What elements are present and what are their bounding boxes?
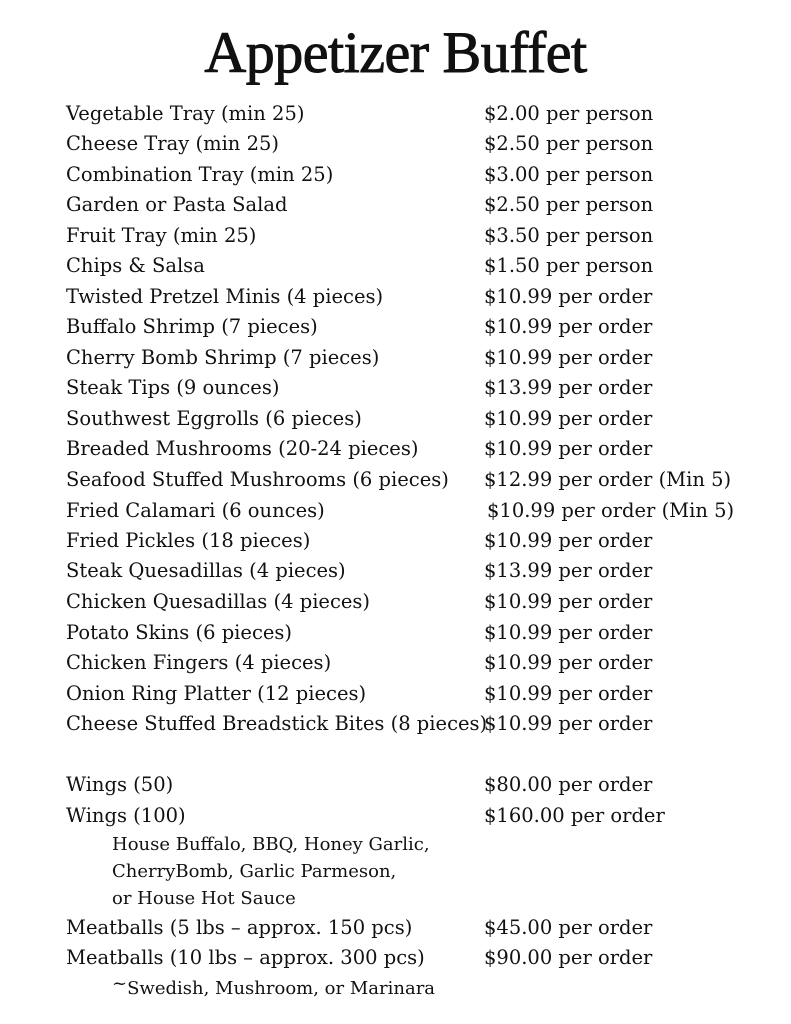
item-name: Seafood Stuffed Mushrooms (6 pieces) (66, 468, 449, 491)
item-name: Cheese Stuffed Breadstick Bites (8 pieces) (66, 712, 488, 735)
item-name: Fried Pickles (18 pieces) (66, 529, 311, 552)
item-price: $10.99 per order (484, 346, 653, 369)
menu-item (66, 587, 766, 617)
sauce-options: Swedish, Mushroom, or Marinara (127, 978, 436, 999)
item-price: $13.99 per order (484, 559, 653, 582)
item-price: $10.99 per order (484, 285, 653, 308)
item-name: Steak Tips (9 ounces) (66, 376, 280, 399)
item-price: $10.99 per order (484, 682, 653, 705)
menu-item (66, 251, 766, 281)
item-price: $10.99 per order (484, 590, 653, 613)
wing-flavors-line: CherryBomb, Garlic Parmeson, (112, 861, 397, 882)
item-price: $160.00 per order (484, 804, 665, 827)
item-price: $3.50 per person (484, 224, 654, 247)
item-price: $2.00 per person (484, 102, 654, 125)
item-price: $10.99 per order (Min 5) (487, 499, 735, 522)
wing-flavors-line: or House Hot Sauce (112, 888, 296, 909)
menu-item (66, 221, 766, 251)
menu-item (66, 556, 766, 586)
item-name: Cherry Bomb Shrimp (7 pieces) (66, 346, 380, 369)
item-price: $80.00 per order (484, 773, 653, 796)
menu-item-wings-100 (66, 801, 766, 831)
menu-item (66, 343, 766, 373)
item-price: $3.00 per person (484, 163, 654, 186)
item-name: Southwest Eggrolls (6 pieces) (66, 407, 362, 430)
meatball-sauce-note (112, 975, 435, 1003)
menu-item-meatballs-10lb (66, 943, 766, 973)
item-price: $2.50 per person (484, 132, 654, 155)
menu-item-meatballs-5lb (66, 913, 766, 943)
item-name: Potato Skins (6 pieces) (66, 621, 293, 644)
item-name: Breaded Mushrooms (20-24 pieces) (66, 437, 419, 460)
menu-item-wings-50 (66, 770, 766, 800)
item-name: Buffalo Shrimp (7 pieces) (66, 315, 318, 338)
menu-item (66, 99, 766, 129)
menu-item (66, 709, 766, 739)
item-name: Garden or Pasta Salad (66, 193, 288, 216)
menu-item (66, 282, 766, 312)
item-name: Steak Quesadillas (4 pieces) (66, 559, 346, 582)
item-price: $45.00 per order (484, 916, 653, 939)
item-price: $2.50 per person (484, 193, 654, 216)
item-name: Wings (50) (66, 773, 174, 796)
menu-item (66, 129, 766, 159)
item-name: Meatballs (5 lbs – approx. 150 pcs) (66, 916, 413, 939)
menu-item (66, 679, 766, 709)
item-name: Meatballs (10 lbs – approx. 300 pcs) (66, 946, 425, 969)
item-name: Onion Ring Platter (12 pieces) (66, 682, 367, 705)
menu-item (66, 160, 766, 190)
item-price: $1.50 per person (484, 254, 654, 277)
item-name: Twisted Pretzel Minis (4 pieces) (66, 285, 384, 308)
item-name: Fruit Tray (min 25) (66, 224, 257, 247)
item-name: Fried Calamari (6 ounces) (66, 499, 325, 522)
menu-item (66, 496, 766, 526)
item-price: $12.99 per order (Min 5) (484, 468, 732, 491)
menu-item (66, 312, 766, 342)
item-name: Chips & Salsa (66, 254, 205, 277)
item-name: Combination Tray (min 25) (66, 163, 334, 186)
wing-flavors-line: House Buffalo, BBQ, Honey Garlic, (112, 834, 430, 855)
menu-item (66, 526, 766, 556)
item-price: $10.99 per order (484, 407, 653, 430)
menu-item (66, 434, 766, 464)
item-price: $10.99 per order (484, 315, 653, 338)
item-name: Chicken Quesadillas (4 pieces) (66, 590, 371, 613)
menu-item (66, 465, 766, 495)
item-price: $13.99 per order (484, 376, 653, 399)
item-price: $90.00 per order (484, 946, 653, 969)
item-price: $10.99 per order (484, 621, 653, 644)
menu-item (66, 648, 766, 678)
menu-item (66, 404, 766, 434)
menu-item (66, 373, 766, 403)
item-price: $10.99 per order (484, 529, 653, 552)
item-price: $10.99 per order (484, 712, 653, 735)
page-title: Appetizer Buffet (204, 20, 587, 85)
item-name: Chicken Fingers (4 pieces) (66, 651, 332, 674)
item-price: $10.99 per order (484, 651, 653, 674)
item-name: Cheese Tray (min 25) (66, 132, 279, 155)
tilde-mark: ~ (112, 973, 128, 994)
menu-item (66, 618, 766, 648)
item-price: $10.99 per order (484, 437, 653, 460)
item-name: Vegetable Tray (min 25) (66, 102, 305, 125)
item-name: Wings (100) (66, 804, 186, 827)
menu-item (66, 190, 766, 220)
